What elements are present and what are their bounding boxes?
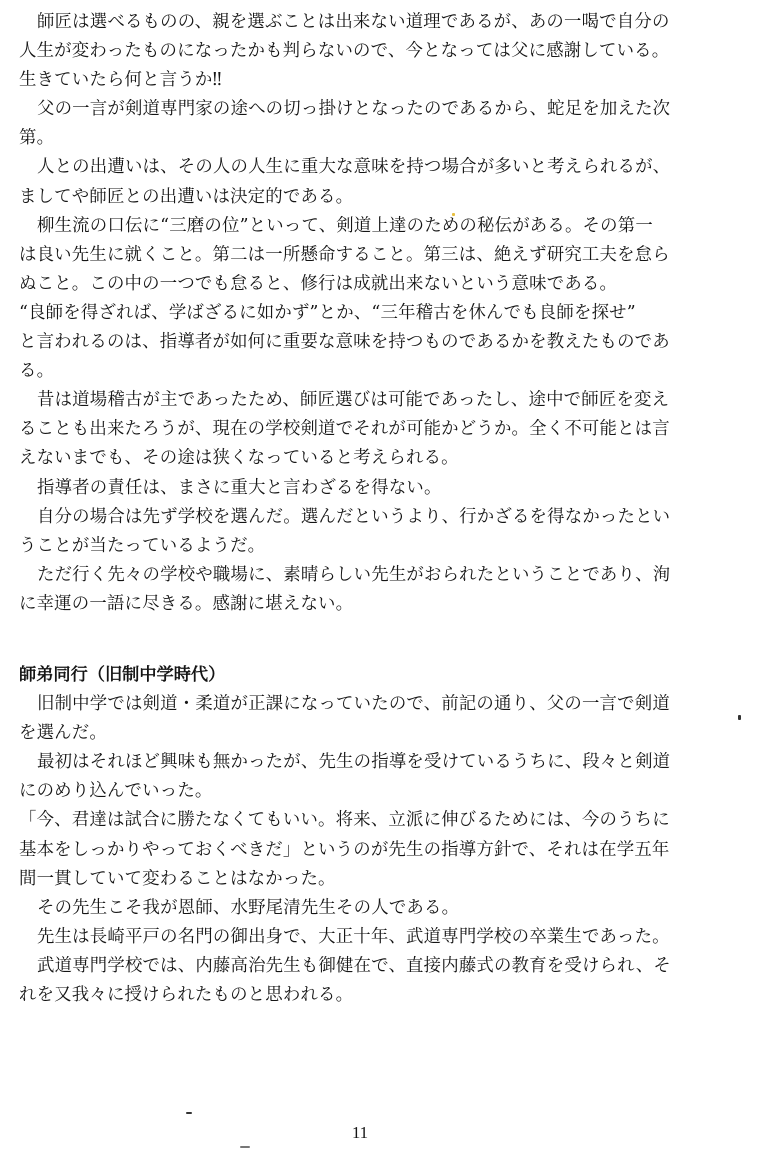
text-line: 「今、君達は試合に勝たなくてもいい。将来、立派に伸びるためには、今のうちに — [19, 810, 670, 831]
text-line: に幸運の一語に尽きる。感謝に堪えない。 — [19, 593, 354, 614]
section-gap — [19, 619, 709, 661]
text-line: うことが当たっているようだ。 — [19, 535, 266, 556]
text-line: 武道専門学校では、内藤高治先生も御健在で、直接内藤式の教育を受けられ、そ — [37, 955, 671, 976]
text-line: を選んだ。 — [19, 723, 107, 744]
text-line: にのめり込んでいった。 — [19, 781, 213, 802]
page-number: 11 — [351, 1123, 369, 1142]
text-line: 基本をしっかりやっておくべきだ」というのが先生の指導方針で、それは在学五年 — [19, 839, 670, 860]
text-line: 父の一言が剣道専門家の途への切っ掛けとなったのであるから、蛇足を加えた次 — [37, 99, 671, 120]
text-line: 柳生流の口伝に“三磨の位”といって、剣道上達のための秘伝がある。その第一 — [37, 215, 653, 236]
text-line: れを又我々に授けられたものと思われる。 — [19, 985, 354, 1005]
text-line: ぬこと。この中の一つでも怠ると、修行は成就出来ないという意味である。 — [19, 273, 618, 294]
text-line: ることも出来たろうが、現在の学校剣道でそれが可能かどうか。全く不可能とは言 — [19, 419, 670, 440]
text-block-section — [19, 690, 709, 1010]
text-line: 第。 — [19, 128, 55, 149]
page-body — [19, 8, 709, 1010]
text-line: “良師を得ざれば、学ばざるに如かず”とか、“三年稽古を休んでも良師を探せ” — [19, 302, 636, 323]
text-line: 師匠は選べるものの、親を選ぶことは出来ない道理であるが、あの一喝で自分の — [37, 12, 670, 32]
text-line: その先生こそ我が恩師、水野尾清先生その人である。 — [37, 897, 460, 918]
text-line: 間一貫していて変わることはなかった。 — [19, 868, 336, 889]
scan-speck — [452, 213, 455, 216]
scan-speck — [738, 715, 741, 720]
scan-speck — [240, 1146, 250, 1148]
text-line: 指導者の責任は、まさに重大と言わざるを得ない。 — [37, 477, 442, 498]
text-line: 旧制中学では剣道・柔道が正課になっていたので、前記の通り、父の一言で剣道 — [37, 694, 670, 715]
text-line: 自分の場合は先ず学校を選んだ。選んだというより、行かざるを得なかったとい — [37, 506, 671, 527]
text-line: ただ行く先々の学校や職場に、素晴らしい先生がおられたということであり、洵 — [37, 564, 671, 585]
text-line: 生きていたら何と言うか‼ — [19, 70, 222, 91]
text-line: ましてや師匠との出遭いは決定的である。 — [19, 186, 354, 207]
text-line: 人生が変わったものになったかも判らないので、今となっては父に感謝している。 — [19, 41, 670, 62]
section-heading: 師弟同行（旧制中学時代） — [19, 664, 226, 685]
text-block-intro — [19, 8, 709, 619]
text-line: と言われるのは、指導者が如何に重要な意味を持つものであるかを教えたものであ — [19, 332, 670, 353]
text-line: 人との出遭いは、その人の人生に重大な意味を持つ場合が多いと考えられるが、 — [37, 157, 671, 178]
scan-speck — [186, 1112, 192, 1114]
text-line: えないまでも、その途は狭くなっていると考えられる。 — [19, 448, 459, 469]
text-line: 昔は道場稽古が主であったため、師匠選びは可能であったし、途中で師匠を変え — [37, 390, 670, 411]
text-line: は良い先生に就くこと。第二は一所懸命すること。第三は、絶えず研究工夫を怠ら — [19, 244, 670, 265]
text-line: る。 — [19, 361, 55, 382]
text-line: 最初はそれほど興味も無かったが、先生の指導を受けているうちに、段々と剣道 — [37, 752, 671, 773]
text-line: 先生は長崎平戸の名門の御出身で、大正十年、武道専門学校の卒業生であった。 — [37, 926, 670, 947]
